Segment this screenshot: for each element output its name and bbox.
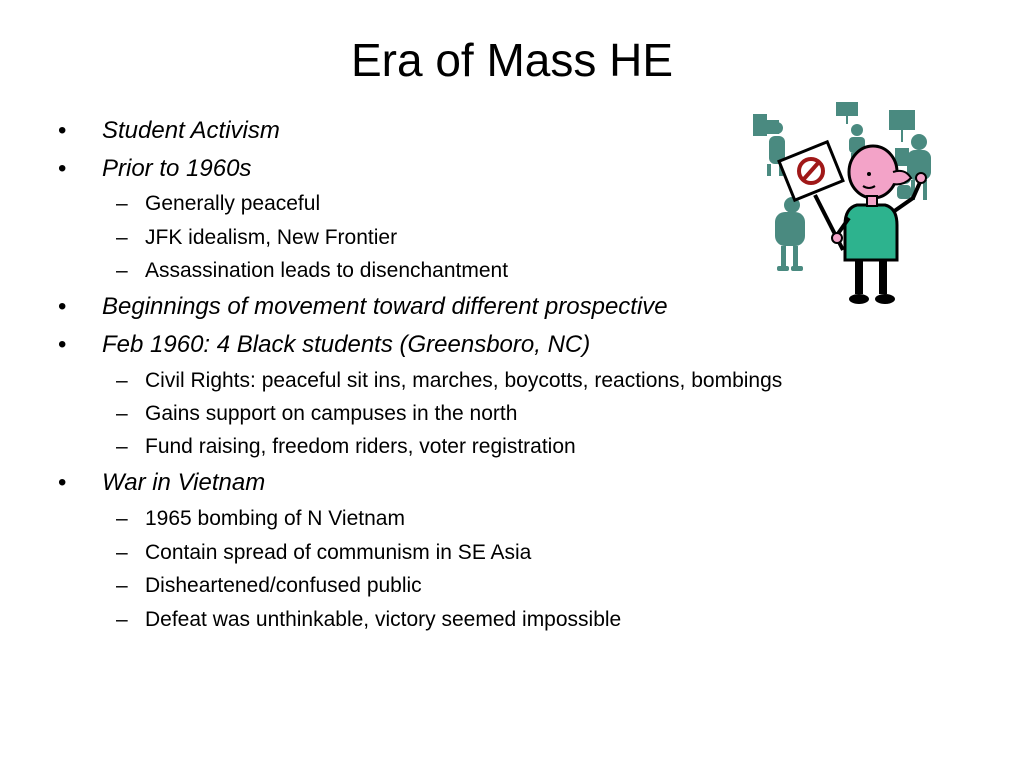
bullet-marker: • (58, 331, 67, 358)
protesters-with-signs-icon (745, 100, 945, 310)
sub-bullet-text: Gains support on campuses in the north (145, 402, 518, 425)
sub-bullet-marker: – (116, 507, 128, 530)
slide-title: Era of Mass HE (350, 34, 674, 86)
sub-bullet-text: JFK idealism, New Frontier (145, 226, 398, 249)
sub-bullet-marker: – (116, 259, 128, 282)
sub-bullet-marker: – (116, 574, 128, 597)
sub-bullet-marker: – (116, 435, 128, 458)
bullet-text: Student Activism (102, 117, 280, 144)
sub-bullet-marker: – (116, 226, 128, 249)
sub-bullet-text: Generally peaceful (145, 192, 321, 215)
sub-bullet-text: Assassination leads to disenchantment (145, 259, 509, 282)
sub-bullet-text: 1965 bombing of N Vietnam (145, 507, 405, 530)
sub-bullet-text: Disheartened/confused public (145, 574, 422, 597)
bullet-marker: • (58, 117, 67, 144)
bullet-text: War in Vietnam (102, 469, 266, 496)
bullet-text: Beginnings of movement toward different prospective (102, 293, 668, 320)
sub-bullet-marker: – (116, 369, 128, 392)
sub-bullet-marker: – (116, 192, 128, 215)
sub-bullet-marker: – (116, 541, 128, 564)
bullet-marker: • (58, 293, 67, 320)
sub-bullet-text: Contain spread of communism in SE Asia (145, 541, 532, 564)
bullet-marker: • (58, 155, 67, 182)
sub-bullet-marker: – (116, 402, 128, 425)
bullet-marker: • (58, 469, 67, 496)
sub-bullet-marker: – (116, 608, 128, 631)
sub-bullet-text: Civil Rights: peaceful sit ins, marches, boycotts, reactions, bombings (145, 369, 783, 392)
sub-bullet-text: Defeat was unthinkable, victory seemed impossible (145, 608, 622, 631)
sub-bullet-text: Fund raising, freedom riders, voter registration (145, 435, 576, 458)
bullet-text: Prior to 1960s (102, 155, 252, 182)
bullet-text: Feb 1960: 4 Black students (Greensboro, NC) (102, 331, 591, 358)
